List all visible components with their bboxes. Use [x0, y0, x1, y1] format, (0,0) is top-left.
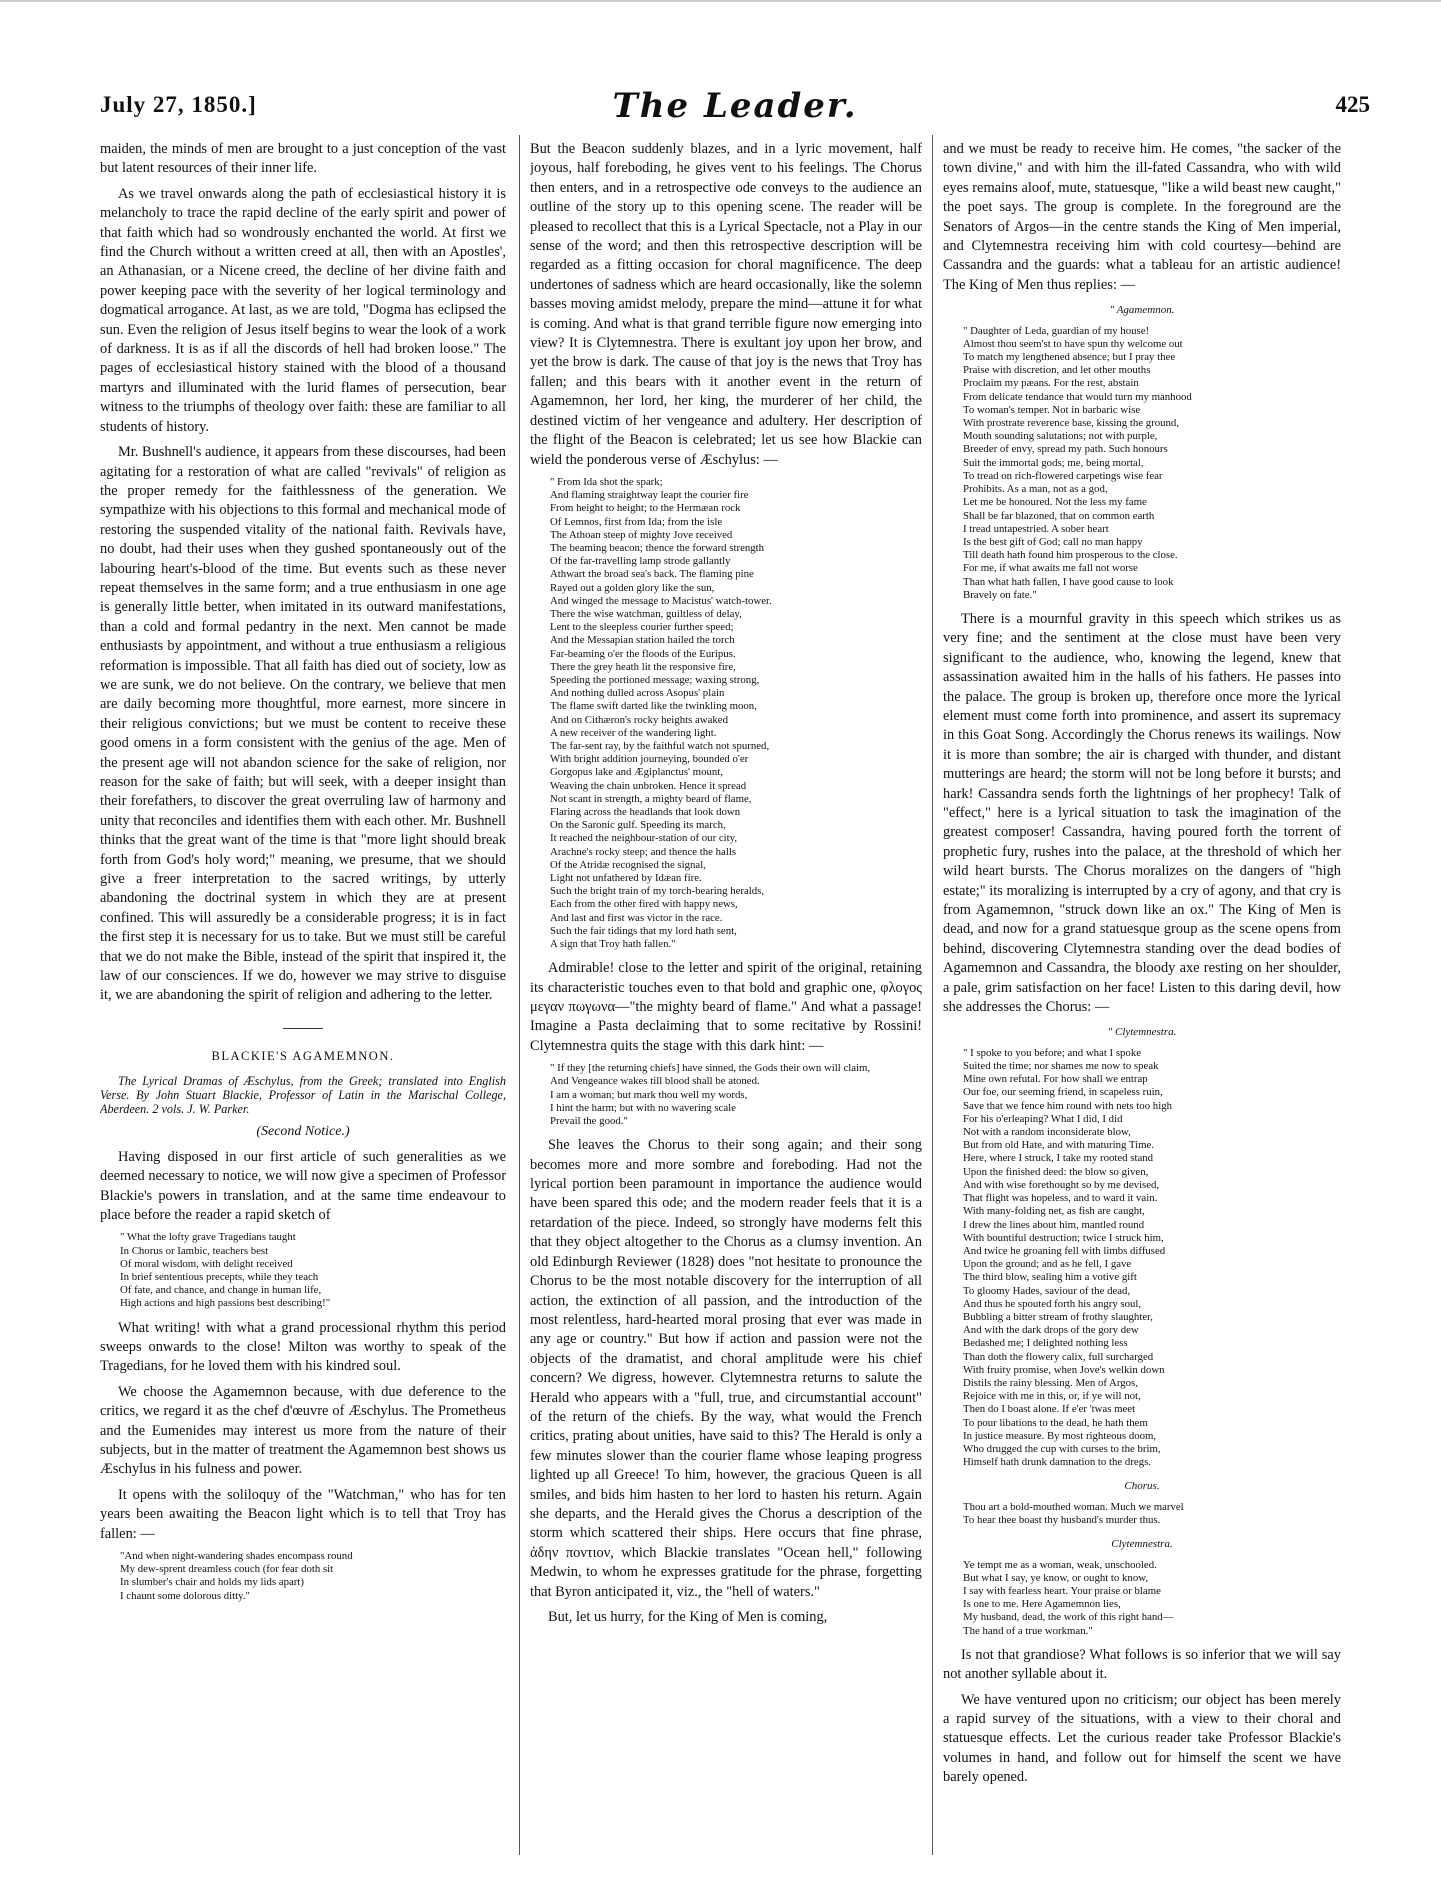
verse-line: Of Lemnos, first from Ida; from the isle	[550, 515, 723, 528]
verse-line: I chaunt some dolorous ditty."	[120, 1589, 250, 1602]
paragraph: maiden, the minds of men are brought to a just conception of the vast but latent resources of their inner life.	[100, 141, 506, 177]
verse-line: Breeder of envy, spread my path. Such honours	[963, 443, 1168, 456]
verse-line: Till death hath found him prosperous to the close.	[963, 549, 1178, 562]
verse-line: In brief sententious precepts, while they teach	[120, 1270, 319, 1283]
verse-line: I hint the harm; but with no wavering scale	[550, 1101, 736, 1114]
verse-line: In Chorus or Iambic, teachers best	[120, 1244, 269, 1257]
verse-line: Is the best gift of God; call no man happy	[963, 535, 1143, 548]
verse-line: Bedashed me; I delighted nothing less	[963, 1337, 1128, 1350]
verse-quote	[120, 1231, 506, 1310]
verse-line: Gorgopus lake and Ægiplanctus' mount,	[550, 766, 723, 779]
paragraph: Having disposed in our first article of such generalities as we deemed necessary to notice, we will now give a specimen of Professor Blackie's powers in translation, and at the same time endeavour to place before the reader a rapid sketch of	[100, 1148, 506, 1223]
verse-line: Ye tempt me as a woman, weak, unschooled.	[963, 1558, 1157, 1571]
verse-line: Athwart the broad sea's back. The flaming pine	[550, 568, 754, 581]
verse-line: Prohibits. As a man, not as a god,	[963, 483, 1108, 496]
verse-line: And with wise forethought so by me devised,	[963, 1178, 1160, 1191]
verse-line: Is one to me. Here Agamemnon lies,	[963, 1598, 1121, 1611]
paragraph: Admirable! close to the letter and spirit of the original, retaining its characteristic touches even to that bold and graphic one, φλογος μεγαν πωγωνα—"the mighty beard of flame." And what a passage! Imagine a Pasta declaiming that to some recitative by Rossini! Clytemnestra quits the stage with this dark hint: —	[530, 960, 922, 1054]
verse-quote	[963, 1047, 1341, 1470]
verse-quote	[550, 476, 922, 951]
verse-line: Almost thou seem'st to have spun thy welcome out	[963, 337, 1183, 350]
verse-line: Than doth the flowery calix, full surcharged	[963, 1350, 1154, 1363]
verse-line: Distils the rainy blessing. Men of Argos,	[963, 1376, 1138, 1389]
verse-line: But what I say, ye know, or ought to know,	[963, 1571, 1149, 1584]
verse-line: To hear thee boast thy husband's murder thus.	[963, 1513, 1161, 1526]
verse-line: I tread untapestried. A sober heart	[963, 522, 1109, 535]
verse-line: And on Cithæron's rocky heights awaked	[550, 713, 728, 726]
masthead-title: The Leader.	[612, 86, 858, 126]
page-number: 425	[1335, 92, 1370, 117]
verse-quote	[120, 1550, 506, 1603]
verse-line: I am a woman; but mark thou well my words,	[550, 1088, 748, 1101]
verse-line: And winged the message to Macistus' watch-tower.	[550, 594, 772, 607]
verse-line: "And when night-wandering shades encompass round	[120, 1550, 353, 1562]
section-separator	[283, 1028, 323, 1029]
verse-line: And twice he groaning fell with limbs diffused	[963, 1244, 1166, 1257]
paragraph: What writing! with what a grand processional rhythm this period sweeps onwards to the close! Milton was worthy to speak of the Tragedians, for he loved them with his kindred soul.	[100, 1319, 506, 1375]
verse-line: Far-beaming o'er the floods of the Euripus.	[550, 647, 736, 660]
verse-line: Such the fair tidings that my lord hath sent,	[550, 924, 737, 937]
page-header	[100, 86, 1370, 132]
verse-line: With bright addition journeying, bounded o'er	[550, 753, 749, 766]
verse-line: And flaming straightway leapt the courier fire	[550, 489, 749, 502]
verse-line: A new receiver of the wandering light.	[550, 726, 717, 739]
verse-line: With many-folding net, as fish are caught,	[963, 1205, 1145, 1218]
verse-line: To tread on rich-flowered carpetings wise fear	[963, 469, 1163, 482]
column-rule-2	[932, 135, 933, 1855]
verse-line: Proclaim my pæans. For the rest, abstain	[963, 377, 1139, 390]
speaker-heading: " Agamemnon.	[1109, 304, 1175, 317]
verse-line: To gloomy Hades, saviour of the dead,	[963, 1284, 1131, 1297]
verse-quote	[963, 1559, 1341, 1638]
verse-line: The far-sent ray, by the faithful watch not spurned,	[550, 739, 770, 752]
paragraph: But the Beacon suddenly blazes, and in a lyric movement, half joyous, half foreboding, he gives vent to his feelings. The Chorus then enters, and in a retrospective ode conveys to the audience an outline of the story up to this opening scene. The reader will be pleased to recollect that this is a Lyrical Spectacle, not a Play in our sense of the word; and then this retrospective description will be regarded as a fitting occasion for choral magnificence. The deep undertones of sadness which are heard occasionally, like the solemn basses moving amidst melody, prepare the mind—attune it for what is coming. And what is that grand terrible figure now emerging into view? It is Clytemnestra. There is exultant joy upon her brow, and yet the brow is dark. The cause of that joy is the news that Troy has fallen; and this bears with it another event in the return of Agamemnon, her lord, her king, the murderer of her child, the destined victim of her vengeance and adultery. Her description of the flight of the Beacon is celebrated; let us see how Blackie can wield the ponderous verse of Æschylus: —	[530, 141, 922, 468]
column-2	[530, 140, 922, 1860]
verse-line: Light not unfathered by Idæan fire.	[550, 872, 702, 884]
verse-line: And nothing dulled across Asopus' plain	[550, 687, 725, 700]
verse-line: It reached the neighbour-station of our city,	[550, 832, 738, 845]
notice-label: (Second Notice.)	[256, 1124, 350, 1140]
paragraph: and we must be ready to receive him. He comes, "the sacker of the town divine," and with him the ill-fated Cassandra, who with wild eyes remains aloof, mute, statuesque, "like a wild beast new caught," the poet says. The group is complete. In the foreground are the Senators of Argos—in the centre stands the King of Men imperial, and Clytemnestra receiving him with cold courtesy—behind are Cassandra and the guards: what a tableau for an artistic audience! The King of Men thus replies: —	[943, 141, 1341, 293]
verse-line: Flaring across the headlands that look down	[550, 805, 741, 818]
paragraph: We have ventured upon no criticism; our object has been merely a rapid survey of the situations, with a view to their choral and statuesque effects. Let the curious reader take Professor Blackie's volumes in hand, and follow out for himself the scent we have barely opened.	[943, 1691, 1341, 1786]
bibliographic-note: The Lyrical Dramas of Æschylus, from the Greek; translated into English Verse. By John Stuart Blackie, Professor of Latin in the Marischal College, Aberdeen. 2 vols. J. W. Parker.	[100, 1074, 506, 1117]
paragraph: As we travel onwards along the path of ecclesiastical history it is melancholy to trace the rapid decline of the early spirit and power of that faith which had so wondrously enchanted the world. At first we find the Church without a written creed at all, then with an Apostles', an Athanasian, or a Nicene creed, the decline of her divine faith and power keeping pace with the severity of her logical terminology and dogmatical arrogance. At last, as we are told, "Dogma has eclipsed the sun. Even the religion of Jesus itself begins to wear the look of a work of darkness. It is as if all the discords of hell had broken loose." The pages of ecclesiastical history stained with the blood of a thousand martyrs and illuminated with the lurid flames of persecution, bear witness to the triumphs of theology over faith: these are familiar to all students of history.	[100, 185, 506, 435]
verse-line: The Athoan steep of mighty Jove received	[550, 528, 733, 541]
verse-line: Upon the ground; and as he fell, I gave	[963, 1258, 1132, 1271]
verse-line: And the Messapian station hailed the torch	[550, 634, 735, 647]
verse-line: " From Ida shot the spark;	[550, 475, 663, 488]
verse-line: In justice measure. By most righteous doom,	[963, 1429, 1157, 1442]
paragraph: Is not that grandiose? What follows is so inferior that we will say not another syllable about it.	[943, 1646, 1341, 1683]
verse-line: To match my lengthened absence; but I pray thee	[963, 351, 1176, 364]
verse-line: Suit the immortal gods; me, being mortal,	[963, 456, 1144, 469]
verse-line: " Daughter of Leda, guardian of my house!	[963, 324, 1150, 337]
verse-line: In slumber's chair and holds my lids apart)	[120, 1576, 304, 1589]
verse-line: For his o'erleaping? What I did, I did	[963, 1112, 1123, 1125]
paragraph: She leaves the Chorus to their song again; and their song becomes more and more sombre and foreboding. Had not the lyrical portion been paramount in importance the audience would have been spared this ode; and the modern reader feels that it is a retardation of the piece. Indeed, so strongly have moderns felt this that they object altogether to the Chorus as a clumsy invention. An old Edinburgh Reviewer (1828) does "not hesitate to pronounce the Chorus to be the most notable discovery for the interruption of all action, the extinction of all passion, and the introduction of the most relentless, hard-hearted moral prosing that ever was made in any age or country." But how if action and passion were not the objects of the dramatist, and choral amplitude were his chief concern? We digress, however. Clytemnestra returns to salute the Herald who appears with a "full, true, and circumstantial account" of the return of the chiefs. By the way, what would the French critics, prating about unities, have said to this? The Herald is only a few minutes slower than the courier flame whose leaping progress lighted up all Greece! To him, however, the gracious Queen is all smiles, and bids him hasten to her lord to hasten his return. Again she departs, and the Herald gives the Chorus a description of the storm which scattered their ships. Here occurs that fine phrase, ἀδην ποντιον, which Blackie translates "Ocean hell," following Medwin, to whom he expresses gratitude for the phrase, forgetting that Byron anticipated it, viz., the "hell of waters."	[530, 1137, 922, 1600]
column-1	[100, 140, 506, 1860]
verse-line: Weaving the chain unbroken. Hence it spread	[550, 779, 747, 792]
verse-line: With bountiful destruction; twice I struck him,	[963, 1231, 1164, 1244]
verse-line: And Vengeance wakes till blood shall be atoned.	[550, 1075, 760, 1088]
verse-line: Lent to the sleepless courier further speed;	[550, 621, 734, 634]
verse-line: " What the lofty grave Tragedians taught	[120, 1231, 296, 1244]
verse-line: With prostrate reverence base, kissing the ground,	[963, 417, 1180, 430]
verse-line: To woman's temper. Not in barbaric wise	[963, 403, 1141, 416]
verse-line: Of the far-travelling lamp strode gallantly	[550, 555, 731, 568]
verse-line: Rejoice with me in this, or, if ye will not,	[963, 1390, 1141, 1403]
verse-line: Our foe, our seeming friend, in scapeless ruin,	[963, 1086, 1163, 1099]
verse-line: My husband, dead, the work of this right hand—	[963, 1611, 1174, 1624]
paragraph: We choose the Agamemnon because, with due deference to the critics, we regard it as the chef d'œuvre of Æschylus. The Prometheus and the Eumenides may interest us more from the nature of their subjects, but in the matter of treatment the Agamemnon best shows us Æschylus in his fulness and power.	[100, 1383, 506, 1478]
verse-line: Upon the finished deed: the blow so given,	[963, 1165, 1149, 1178]
column-3	[943, 140, 1341, 1860]
verse-line: The hand of a true workman."	[963, 1624, 1093, 1637]
verse-line: On the Saronic gulf. Speeding its march,	[550, 819, 726, 832]
verse-line: Bubbling a bitter stream of frothy slaughter,	[963, 1310, 1153, 1323]
verse-line: Shall be far blazoned, that on common earth	[963, 509, 1155, 522]
verse-line: Rayed out a golden glory like the sun,	[550, 581, 715, 594]
verse-line: Here, where I struck, I take my rooted stand	[963, 1152, 1154, 1165]
verse-line: There the wise watchman, guiltless of delay,	[550, 607, 742, 620]
verse-quote	[963, 1501, 1341, 1527]
verse-line: Save that we fence him round with nets too high	[963, 1099, 1172, 1112]
speaker-heading: Clytemnestra.	[1111, 1538, 1173, 1551]
verse-line: Thou art a bold-mouthed woman. Much we marvel	[963, 1500, 1184, 1513]
verse-line: The third blow, sealing him a votive gift	[963, 1271, 1137, 1284]
verse-line: " I spoke to you before; and what I spoke	[963, 1046, 1142, 1059]
speaker-heading: " Clytemnestra.	[1107, 1026, 1177, 1039]
verse-quote	[550, 1062, 922, 1128]
section-title: BLACKIE'S AGAMEMNON.	[211, 1048, 395, 1063]
column-rule-1	[519, 135, 520, 1855]
verse-line: Prevail the good."	[550, 1115, 628, 1128]
verse-line: And last and first was victor in the race.	[550, 911, 723, 924]
verse-line: With fruity promise, when Jove's welkin down	[963, 1363, 1165, 1376]
verse-line: To pour libations to the dead, he hath them	[963, 1416, 1148, 1429]
verse-line: Each from the other fired with happy news,	[550, 898, 738, 911]
verse-line: Mouth sounding salutations; not with purple,	[963, 430, 1158, 443]
verse-line: Of moral wisdom, with delight received	[120, 1257, 293, 1270]
verse-line: Of fate, and chance, and change in human life,	[120, 1284, 322, 1297]
verse-line: I say with fearless heart. Your praise or blame	[963, 1584, 1161, 1597]
verse-line: Praise with discretion, and let other mouths	[963, 364, 1151, 377]
verse-line: Speeding the portioned message; waxing strong,	[550, 673, 760, 686]
verse-line: Then do I boast alone. If e'er 'twas meet	[963, 1403, 1136, 1416]
verse-line: Let me be honoured. Not the less my fame	[963, 496, 1147, 509]
paragraph: Mr. Bushnell's audience, it appears from these discourses, had been agitating for a restoration of what are called "revivals" of religion as the proper remedy for the faithlessness of the generation. We sympathize with his objections to this formal and mechanical mode of restoring the suspended vitality of the national faith. Revivals have, no doubt, had their uses when they gushed spontaneously out of the labouring heart's-blood of the time. But events such as these never repeat themselves in the same form; and a true enthusiasm in one age is generally little better, when imitated in its outward manifestations, than a cold and formal pedantry in the next. Men cannot be made enthusiasts by appointment, and without a true enthusiasm a religious reformation is impossible. That all faith has died out of society, low as we are sunk, we do not believe. On the contrary, we believe that men are daily becoming more thoughtful, more earnest, more sincere in their religious convictions; but we must be content to receive these good omens in a form consistent with the genius of the age. Men of the present age will not abandon science for the sake of religion, nor reason for the sake of faith; but will seek, with a deeper insight than their forefathers, to discover the great overruling law of harmony and unity that reconciles and identifies them with each other. Mr. Bushnell thinks that the great want of the time is that "more light should break forth from God's holy word;" meaning, we presume, that we should give a freer interpretation to the sacred writings, by utterly abandoning the doctrinal system in which they are at present confined. This will assuredly be a considerable progress; it is in fact the first step it is necessary for us to take. But we must still be careful that we do not make the Bible, instead of the spirit that inspired it, the law of our consciences. If we do, however we may strive to disguise it, we are abandoning the spirit of religion and adhering to the letter.	[100, 444, 506, 1004]
verse-line: Suited the time; nor shames me now to speak	[963, 1060, 1159, 1073]
verse-line: " If they [the returning chiefs] have sinned, the Gods their own will claim,	[550, 1062, 871, 1075]
verse-line: For me, if what awaits me fall not worse	[963, 562, 1138, 575]
verse-line: Who drugged the cup with curses to the brim,	[963, 1442, 1161, 1455]
verse-line: Mine own refutal. For how shall we entrap	[963, 1073, 1148, 1086]
top-rule	[0, 0, 1441, 2]
verse-line: A sign that Troy hath fallen."	[550, 938, 676, 951]
verse-line: Himself hath drunk damnation to the dregs.	[963, 1456, 1152, 1469]
verse-line: High actions and high passions best describing!"	[120, 1297, 331, 1310]
verse-line: My dew-sprent dreamless couch (for fear doth sit	[120, 1563, 334, 1576]
verse-line: From height to height; to the Hermæan rock	[550, 502, 741, 515]
issue-date: July 27, 1850.]	[100, 92, 257, 117]
verse-line: Not scant in strength, a mighty beard of flame,	[550, 792, 752, 805]
verse-line: That flight was hopeless, and to ward it vain.	[963, 1192, 1158, 1205]
verse-line: And thus he spouted forth his angry soul,	[963, 1297, 1142, 1310]
speaker-heading: Chorus.	[1124, 1480, 1160, 1493]
verse-line: From delicate tendance that would turn my manhood	[963, 390, 1192, 403]
verse-line: But from old Hate, and with maturing Time.	[963, 1139, 1155, 1152]
verse-line: Of the Atridæ recognised the signal,	[550, 858, 706, 871]
verse-line: Such the bright train of my torch-bearing heralds,	[550, 885, 765, 898]
verse-quote	[963, 325, 1341, 602]
verse-line: The flame swift darted like the twinkling moon,	[550, 700, 757, 713]
verse-line: Arachne's rocky steep; and thence the halls	[550, 845, 737, 858]
verse-line: The beaming beacon; thence the forward strength	[550, 541, 765, 554]
verse-line: Not with a random inconsiderate blow,	[963, 1126, 1131, 1139]
verse-line: I drew the lines about him, mantled round	[963, 1218, 1145, 1231]
paragraph: It opens with the soliloquy of the "Watchman," who has for ten years been awaiting the Beacon light which is to tell that Troy has fallen: —	[100, 1486, 506, 1542]
verse-line: There the grey heath lit the responsive fire,	[550, 660, 736, 673]
verse-line: Than what hath fallen, I have good cause to look	[963, 575, 1174, 588]
paragraph: But, let us hurry, for the King of Men is coming,	[548, 1609, 828, 1626]
paragraph: There is a mournful gravity in this speech which strikes us as very fine; and the sentiment at the close must have been very significant to the audience, who, knowing the legend, knew that assassination awaited him in the halls of his fathers. He passes into the palace. The group is broken up, therefore once more the lyrical element must come forth into prominence, and assert its supremacy in this Goat Song. Accordingly the Chorus renews its wailings. Now it is more than sombre; the air is charged with thunder, and distant mutterings are heard; the storm will not be long before it bursts; and hark! Cassandra sends forth the lightnings of her prophecy! Talk of "effect," here is a lyrical situation to task the imagination of the greatest composer! Cassandra, having poured forth the torrent of prophetic fury, rushes into the palace, at the threshold of which her wild heart bursts. The Chorus moralizes on the dangers of "high estate;" its moralizing is interrupted by a cry of agony, and that cry is from Agamemnon, "struck down like an ox." The King of Men is dead, and now for a grand statuesque group as the scene opens from behind, discovering Clytemnestra standing over the dead bodies of Agamemnon and Cassandra, the bloody axe resting on her shoulder, a pale, grim satisfaction on her face! Listen to this daring devil, how she addresses the Chorus: —	[943, 610, 1341, 1016]
verse-line: Bravely on fate."	[963, 588, 1037, 601]
verse-line: And with the dark drops of the gory dew	[963, 1324, 1139, 1337]
